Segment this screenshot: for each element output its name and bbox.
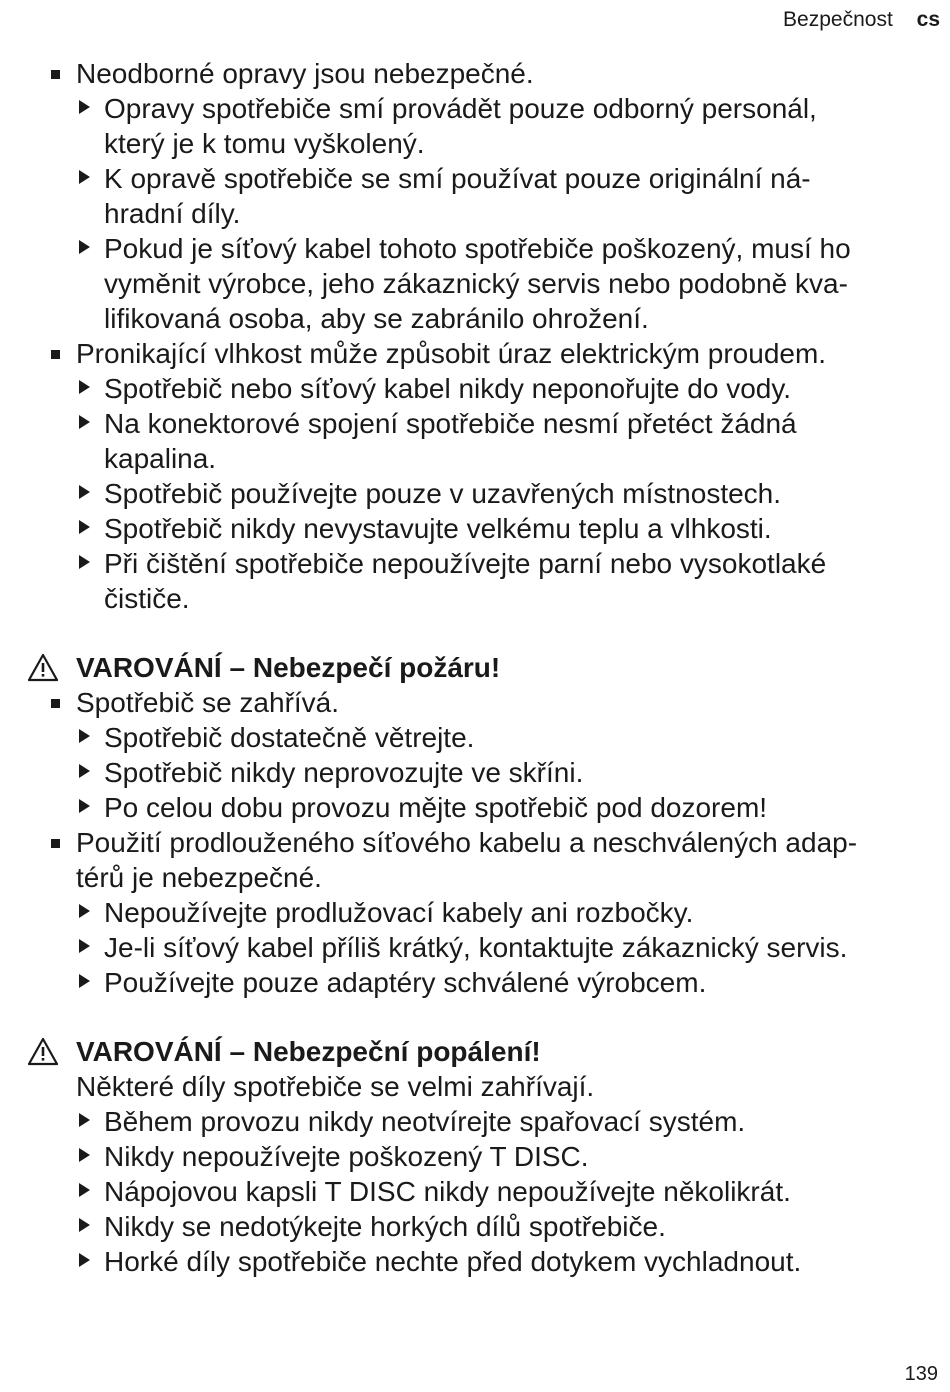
bullet-item bbox=[0, 685, 950, 720]
instruction-item bbox=[0, 1104, 950, 1139]
instruction-text: Spotřebič používejte pouze v uzavřených místnostech. bbox=[104, 478, 782, 509]
arrow-right-icon bbox=[79, 170, 90, 184]
instruction-text: Pokud je síťový kabel tohoto spotřebiče poškozený, musí ho bbox=[104, 233, 851, 264]
arrow-right-icon bbox=[79, 799, 90, 813]
continuation-text: který je k tomu vyškolený. bbox=[104, 128, 425, 159]
instruction-item bbox=[0, 511, 950, 546]
paragraph-text: Některé díly spotřebiče se velmi zahřívají. bbox=[76, 1071, 595, 1102]
arrow-right-icon bbox=[79, 1253, 90, 1267]
section-title: Bezpečnost bbox=[783, 8, 893, 31]
instruction-text: Nikdy nepoužívejte poškozený T DISC. bbox=[104, 1141, 589, 1172]
instruction-item bbox=[0, 1209, 950, 1244]
warning-heading bbox=[0, 650, 950, 685]
instruction-text: Nikdy se nedotýkejte horkých dílů spotřebiče. bbox=[104, 1211, 666, 1242]
instruction-item bbox=[0, 231, 950, 266]
continuation-text: hradní díly. bbox=[104, 198, 241, 229]
warning-heading bbox=[0, 1034, 950, 1069]
section-gap bbox=[0, 616, 950, 650]
page-number: 139 bbox=[904, 1363, 938, 1385]
instruction-text: Při čištění spotřebiče nepoužívejte parní nebo vysokotlaké bbox=[104, 548, 827, 579]
warning-title: VAROVÁNÍ – Nebezpeční popálení! bbox=[76, 1036, 541, 1067]
instruction-item bbox=[0, 930, 950, 965]
continuation-text: čističe. bbox=[104, 583, 190, 614]
instruction-text: Nepoužívejte prodlužovací kabely ani rozbočky. bbox=[104, 897, 694, 928]
continuation-text: térů je nebezpečné. bbox=[76, 862, 322, 893]
continuation-line bbox=[0, 860, 950, 895]
instruction-item bbox=[0, 1139, 950, 1174]
bullet-text: Pronikající vlhkost může způsobit úraz elektrickým proudem. bbox=[76, 338, 827, 369]
arrow-right-icon bbox=[79, 1183, 90, 1197]
continuation-text: kapalina. bbox=[104, 443, 217, 474]
square-bullet-icon bbox=[51, 839, 60, 848]
bullet-text: Neodborné opravy jsou nebezpečné. bbox=[76, 58, 534, 89]
continuation-line bbox=[0, 581, 950, 616]
continuation-line bbox=[0, 266, 950, 301]
arrow-right-icon bbox=[79, 415, 90, 429]
page-header bbox=[783, 8, 940, 32]
arrow-right-icon bbox=[79, 1113, 90, 1127]
warning-triangle-icon bbox=[27, 1037, 59, 1066]
language-code: cs bbox=[916, 8, 940, 31]
arrow-right-icon bbox=[79, 380, 90, 394]
instruction-text: K opravě spotřebiče se smí používat pouze originální ná- bbox=[104, 163, 811, 194]
arrow-right-icon bbox=[79, 100, 90, 114]
square-bullet-icon bbox=[51, 350, 60, 359]
bullet-item bbox=[0, 56, 950, 91]
instruction-item bbox=[0, 895, 950, 930]
instruction-text: Na konektorové spojení spotřebiče nesmí přetéct žádná bbox=[104, 408, 797, 439]
plain-text-line bbox=[0, 1069, 950, 1104]
arrow-right-icon bbox=[79, 939, 90, 953]
instruction-item bbox=[0, 965, 950, 1000]
safety-content bbox=[0, 56, 950, 1279]
arrow-right-icon bbox=[79, 240, 90, 254]
bullet-item bbox=[0, 336, 950, 371]
warning-triangle-icon bbox=[27, 653, 59, 682]
continuation-line bbox=[0, 301, 950, 336]
continuation-text: vyměnit výrobce, jeho zákaznický servis nebo podobně kva- bbox=[104, 268, 848, 299]
arrow-right-icon bbox=[79, 1218, 90, 1232]
square-bullet-icon bbox=[51, 70, 60, 79]
arrow-right-icon bbox=[79, 904, 90, 918]
bullet-item bbox=[0, 825, 950, 860]
instruction-text: Horké díly spotřebiče nechte před dotykem vychladnout. bbox=[104, 1246, 802, 1277]
instruction-item bbox=[0, 406, 950, 441]
instruction-item bbox=[0, 371, 950, 406]
instruction-item bbox=[0, 91, 950, 126]
arrow-right-icon bbox=[79, 729, 90, 743]
instruction-text: Spotřebič nikdy nevystavujte velkému teplu a vlhkosti. bbox=[104, 513, 772, 544]
instruction-text: Nápojovou kapsli T DISC nikdy nepoužívejte několikrát. bbox=[104, 1176, 791, 1207]
instruction-text: Používejte pouze adaptéry schválené výrobcem. bbox=[104, 967, 707, 998]
instruction-text: Spotřebič nebo síťový kabel nikdy neponořujte do vody. bbox=[104, 373, 792, 404]
instruction-item bbox=[0, 755, 950, 790]
arrow-right-icon bbox=[79, 1148, 90, 1162]
instruction-text: Po celou dobu provozu mějte spotřebič pod dozorem! bbox=[104, 792, 768, 823]
arrow-right-icon bbox=[79, 974, 90, 988]
instruction-item bbox=[0, 790, 950, 825]
arrow-right-icon bbox=[79, 555, 90, 569]
instruction-item bbox=[0, 161, 950, 196]
continuation-line bbox=[0, 126, 950, 161]
instruction-text: Je-li síťový kabel příliš krátký, kontaktujte zákaznický servis. bbox=[104, 932, 848, 963]
instruction-item bbox=[0, 1244, 950, 1279]
continuation-text: lifikovaná osoba, aby se zabránilo ohrožení. bbox=[104, 303, 649, 334]
instruction-text: Spotřebič dostatečně větrejte. bbox=[104, 722, 475, 753]
square-bullet-icon bbox=[51, 699, 60, 708]
continuation-line bbox=[0, 441, 950, 476]
warning-title: VAROVÁNÍ – Nebezpečí požáru! bbox=[76, 652, 501, 683]
instruction-item bbox=[0, 546, 950, 581]
arrow-right-icon bbox=[79, 764, 90, 778]
bullet-text: Spotřebič se zahřívá. bbox=[76, 687, 340, 718]
arrow-right-icon bbox=[79, 485, 90, 499]
instruction-text: Během provozu nikdy neotvírejte spařovací systém. bbox=[104, 1106, 746, 1137]
instruction-item bbox=[0, 1174, 950, 1209]
instruction-item bbox=[0, 476, 950, 511]
instruction-text: Opravy spotřebiče smí provádět pouze odborný personál, bbox=[104, 93, 817, 124]
continuation-line bbox=[0, 196, 950, 231]
instruction-text: Spotřebič nikdy neprovozujte ve skříni. bbox=[104, 757, 584, 788]
section-gap bbox=[0, 1000, 950, 1034]
arrow-right-icon bbox=[79, 520, 90, 534]
instruction-item bbox=[0, 720, 950, 755]
bullet-text: Použití prodlouženého síťového kabelu a neschválených adap- bbox=[76, 827, 858, 858]
